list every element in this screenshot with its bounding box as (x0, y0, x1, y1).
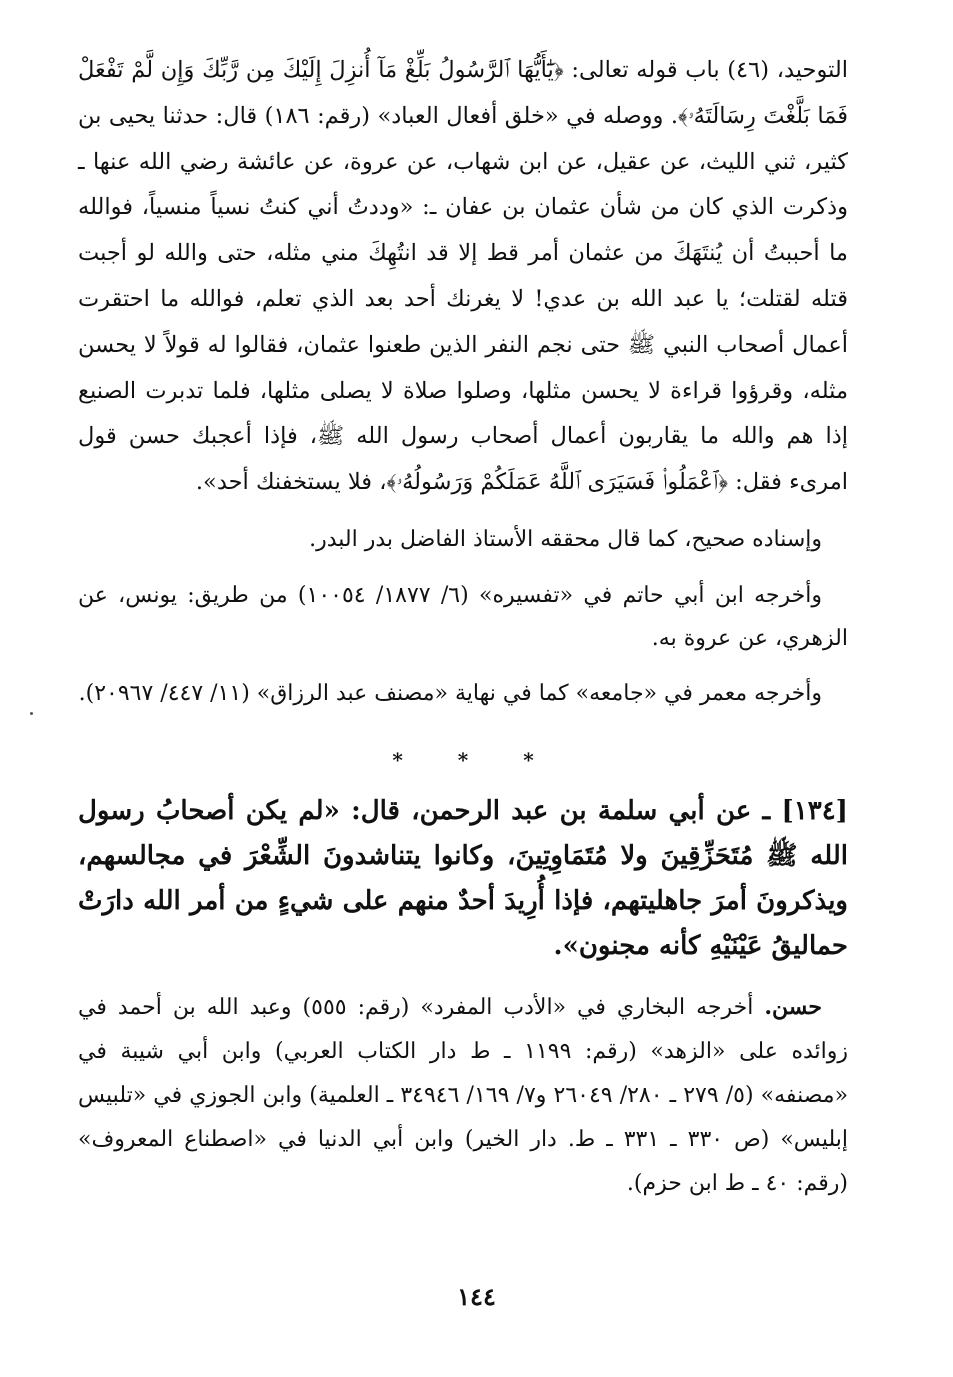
upper-paragraph: التوحيد، (٤٦) باب قوله تعالى: ﴿يَٰٓأَيُّهَا ٱلرَّسُولُ بَلِّغْ مَآ أُنزِلَ إِلَيْكَ مِن رَّبِّكَ وَإِن لَّمْ تَفْعَلْ فَمَا بَلَّغْتَ رِسَالَتَهُۥ﴾. ووصله في «خلق أفعال العباد» (رقم: ١٨٦) قال: حدثنا يحيى بن كثير، ثني الليث، عن عقيل، عن ابن شهاب، عن عروة، عن عائشة رضي الله عنها ـ وذكرت الذي كان من شأن عثمان بن عفان ـ: «وددتُ أني كنتُ نسياً منسياً، فوالله ما أحببتُ أن يُنتَهَكَ من عثمان أمر قط إلا قد انتُهِكَ مني مثله، حتى والله لو أجبت قتله لقتلت؛ يا عبد الله بن عدي! لا يغرنك أحد بعد الذي تعلم، فوالله ما احتقرت أعمال أصحاب النبي ﷺ حتى نجم النفر الذين طعنوا عثمان، فقالوا له قولاً لا يحسن مثله، وقرؤوا قراءة لا يحسن مثلها، وصلوا صلاة لا يصلى مثلها، فلما تدبرت الصنيع إذا هم والله ما يقاربون أعمال أصحاب رسول الله ﷺ، فإذا أعجبك حسن قول امرىء فقل: ﴿ٱعْمَلُوا۟ فَسَيَرَى ٱللَّهُ عَمَلَكُمْ وَرَسُولُهُۥ﴾، فلا يستخفنك أحد». (78, 57, 848, 496)
page-number: ١٤٤ (457, 1282, 496, 1311)
note-isnad: وإسناده صحيح، كما قال محققه الأستاذ الفاضل بدر البدر. (309, 526, 822, 552)
hadith-grade-paragraph (78, 985, 848, 1206)
hadith-134 (78, 789, 848, 969)
hadith-text: ـ عن أبي سلمة بن عبد الرحمن، قال: «لم يكن أصحابُ رسول الله ﷺ مُتَحَزِّقِينَ ولا مُتَمَاوِتِينَ، وكانوا يتناشدونَ الشِّعْرَ في مجالسهم، ويذكرونَ أمرَ جاهليتهم، فإذا أُرِيدَ أحدٌ منهم على شيءٍ من أمر الله دارَتْ حماليقُ عَيْنَيْهِ كأنه مجنون». (78, 795, 848, 961)
section-separator: * * * (392, 747, 558, 772)
hadith-number: [١٣٤] (781, 795, 848, 826)
note-mamar: وأخرجه معمر في «جامعه» كما في نهاية «مصنف عبد الرزاق» (١١/ ٤٤٧/ ٢٠٩٦٧). (78, 680, 822, 706)
scan-speck (30, 712, 33, 715)
grade-word: حسن. (764, 993, 822, 1020)
grade-text: أخرجه البخاري في «الأدب المفرد» (رقم: ٥٥٥) وعبد الله بن أحمد في زوائده على «الزهد» (رقم: ١١٩٩ ـ ط دار الكتاب العربي) وابن أبي شيبة في «مصنفه» (٥/ ٢٧٩ ـ ٢٨٠/ ٢٦٠٤٩ و٧/ ١٦٩/ ٣٤٩٤٦ ـ العلمية) وابن الجوزي في «تلبيس إبليس» (ص ٣٣٠ ـ ٣٣١ ـ ط. دار الخير) وابن أبي الدنيا في «اصطناع المعروف» (رقم: ٤٠ ـ ط ابن حزم). (78, 994, 849, 1196)
note-ibn-abi-hatim: وأخرجه ابن أبي حاتم في «تفسيره» (٦/ ١٨٧٧/ ١٠٠٥٤) من طريق: يونس، عن الزهري، عن عروة به. (78, 582, 848, 651)
page-body (78, 48, 848, 1206)
